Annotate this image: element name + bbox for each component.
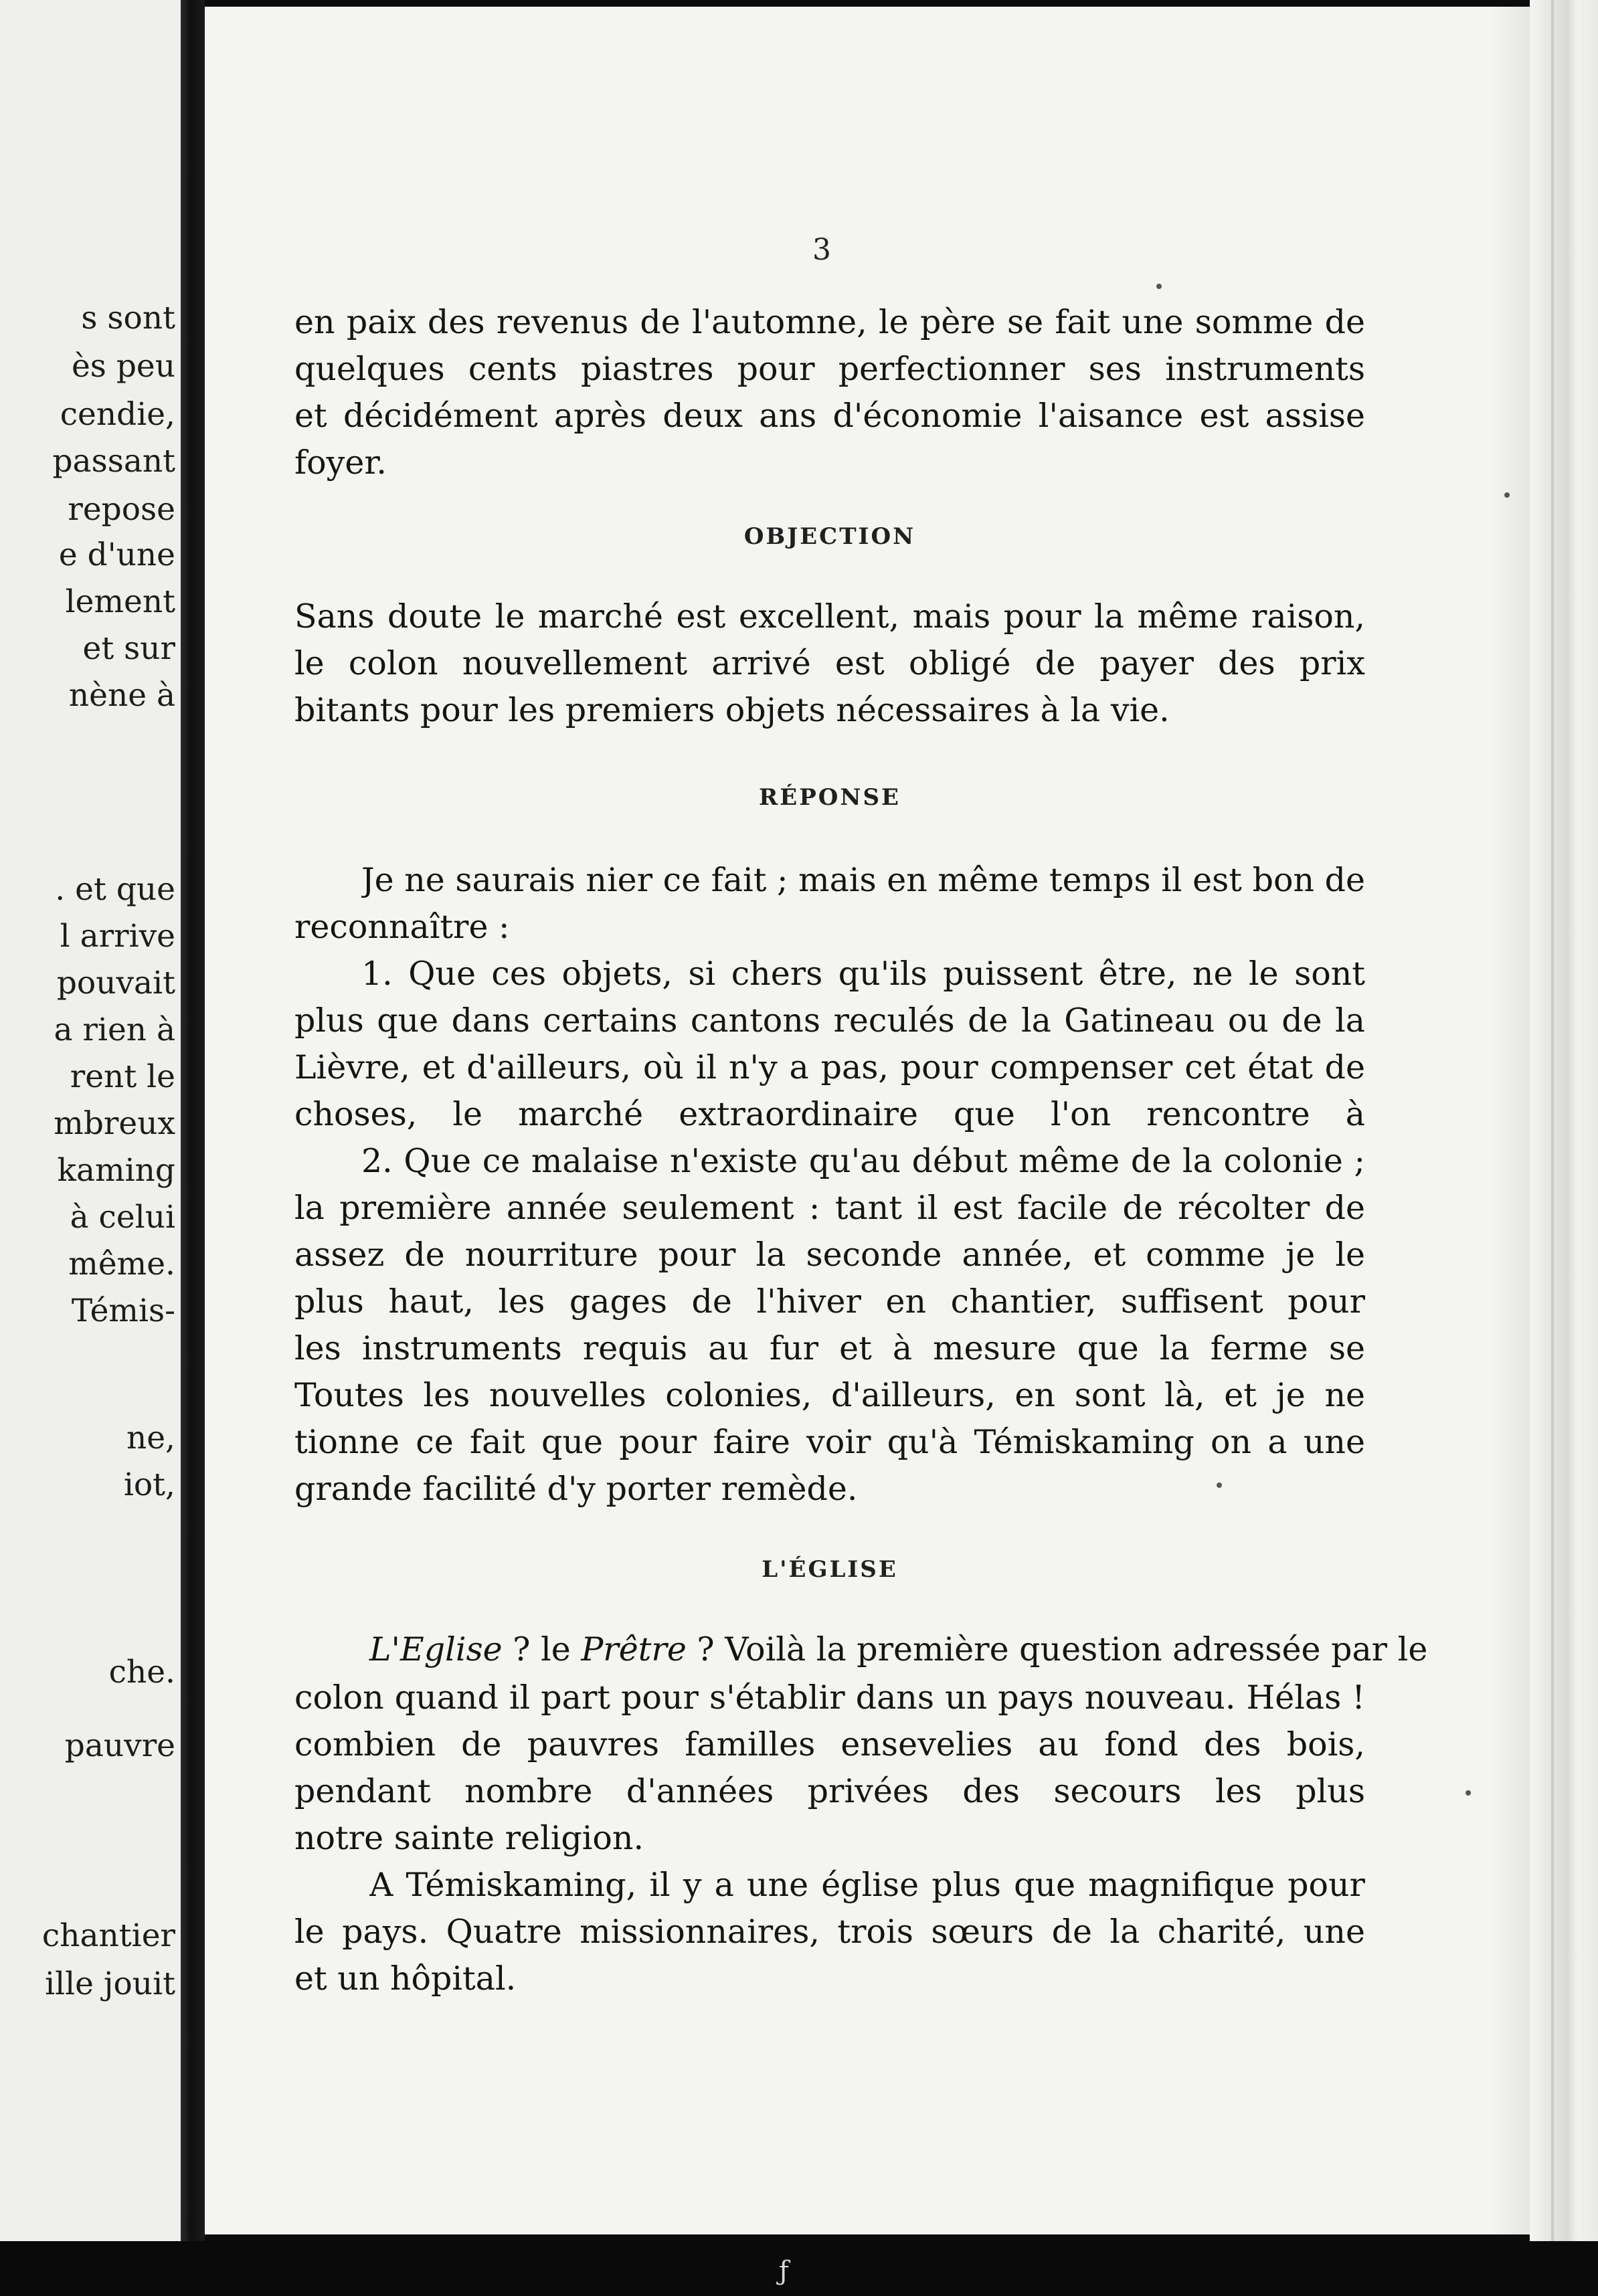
scan-speck [1217,1482,1222,1488]
page-edge [1530,0,1598,2248]
left-page-line: et sur [82,630,175,667]
body-text-line: grande facilité d'y porter remède. [294,1470,858,1508]
left-page-line: ille jouit [45,1966,175,2002]
body-text-line: bitants pour les premiers objets nécessaires à la vie. [294,691,1170,729]
body-text-line: colon quand il part pour s'établir dans un pays nouveau. Hélas ! [294,1679,1365,1717]
page-shade [1490,7,1530,2234]
left-page-line: l arrive [60,918,175,955]
scan-speck [1504,492,1510,498]
body-text-line: 1. Que ces objets, si chers qu'ils puissent être, ne le sont [361,955,1365,993]
left-page-line: . et que [55,871,175,908]
page-number: 3 [812,233,831,267]
body-text-line: quelques cents piastres pour perfectionner ses instruments [294,350,1365,388]
book-gutter [181,0,205,2241]
left-page-line: passant [52,443,175,480]
body-text-line: plus que dans certains cantons reculés de la Gatineau ou de la [294,1001,1365,1040]
body-text-line: pendant nombre d'années privées des secours les plus [294,1772,1365,1810]
body-text-line: plus haut, les gages de l'hiver en chantier, suffisent pour [294,1282,1365,1321]
body-text-line: le colon nouvellement arrivé est obligé de payer des prix [294,644,1365,682]
italic-word-pretre: Prêtre [581,1630,687,1668]
left-page-line: s sont [81,300,175,337]
left-facing-page [0,0,181,2241]
left-page-line: pauvre [64,1727,175,1764]
left-page-line: Témis- [71,1293,175,1329]
scan-speck [1466,1790,1471,1796]
section-heading-eglise: L'ÉGLISE [762,1556,898,1583]
left-page-line: nène à [68,677,175,714]
left-page-line: repose [68,491,175,528]
body-text-line: le pays. Quatre missionnaires, trois sœurs de la charité, une [294,1913,1365,1951]
page-edge-line [1551,0,1554,2248]
left-page-line: mbreux [54,1105,175,1142]
body-text-line: et décidément après deux ans d'économie l'aisance est assise [294,397,1365,435]
left-page-line: che. [108,1654,175,1691]
left-page-line: e d'une [58,537,175,573]
text-separator: ? le [502,1630,582,1668]
body-text-line-eglise-first [369,1630,1428,1670]
body-text-line: choses, le marché extraordinaire que l'on rencontre à [294,1095,1365,1133]
left-page-line: pouvait [56,965,175,1001]
left-page-line: rent le [70,1058,175,1095]
left-page-line: à celui [70,1199,175,1236]
body-text-line: combien de pauvres familles ensevelies au fond des bois, [294,1725,1365,1763]
italic-word-eglise: L'Eglise [369,1630,503,1668]
body-text-line: Lièvre, et d'ailleurs, où il n'y a pas, pour compenser cet état de [294,1048,1365,1086]
body-text-line: 2. Que ce malaise n'existe qu'au début même de la colonie ; [361,1142,1365,1180]
left-page-line: iot, [123,1466,175,1503]
body-text-line: reconnaître : [294,908,510,946]
left-page-line: cendie, [60,396,175,433]
body-text-line: les instruments requis au fur et à mesure que la ferme se [294,1329,1365,1367]
bottom-mark: ƒ [779,2256,789,2287]
section-heading-reponse: RÉPONSE [759,784,901,811]
left-page-line: ès peu [71,348,175,385]
left-page-line: même. [68,1246,175,1282]
scan-speck [1156,284,1162,289]
body-text-line: en paix des revenus de l'automne, le père se fait une somme de [294,303,1365,341]
body-text-line: A Témiskaming, il y a une église plus que magnifique pour [369,1866,1365,1904]
body-text-line: assez de nourriture pour la seconde année, et comme je le [294,1236,1365,1274]
body-text-line: foyer. [294,444,387,482]
left-page-line: chantier [41,1917,175,1954]
body-text-line: Toutes les nouvelles colonies, d'ailleurs, en sont là, et je ne [294,1376,1365,1414]
left-page-line: ne, [126,1420,175,1456]
left-page-line: a rien à [54,1012,175,1048]
text-rest: ? Voilà la première question adressée par le [686,1630,1428,1668]
section-heading-objection: OBJECTION [743,523,916,550]
left-page-line: kaming [57,1152,175,1189]
body-text-line: Je ne saurais nier ce fait ; mais en même temps il est bon de [361,861,1365,899]
body-text-line: Sans doute le marché est excellent, mais pour la même raison, [294,597,1365,636]
body-text-line: tionne ce fait que pour faire voir qu'à Témiskaming on a une [294,1423,1365,1461]
body-text-line: notre sainte religion. [294,1819,644,1857]
body-text-line: et un hôpital. [294,1959,517,1998]
body-text-line: la première année seulement : tant il est facile de récolter de [294,1189,1365,1227]
scan-bottom-band [0,2241,1598,2296]
left-page-line: lement [65,583,175,620]
